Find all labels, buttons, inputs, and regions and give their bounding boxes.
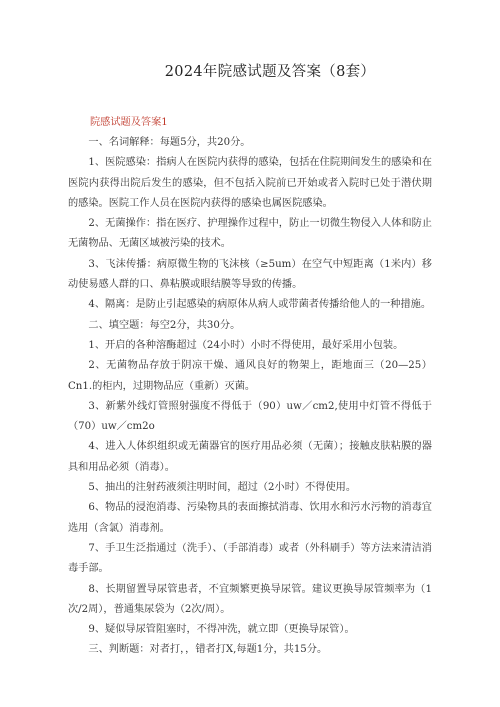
paragraph: 3、飞沫传播：病原微生物的飞沫核（≥5um）在空气中短距离（1米内）移动使易感人群的口、鼻粘膜或眼结膜等导致的传播。 (68, 258, 432, 291)
paragraph: 1、开启的各种溶酶超过（24小时）小时不得使用，最好采用小包装。 (88, 339, 404, 351)
paragraph: 6、物品的浸泡消毒、污染物具的表面擦拭消毒、饮用水和污水污物的消毒宜选用（含氯）消毒剂。 (68, 502, 432, 534)
paragraph: 三、判断题：对者打，，错者打X,每题1分，共15分。 (88, 644, 328, 656)
section-label: 院感试题及答案1 (90, 117, 168, 128)
paragraph: 二、填空题：每空2分，共30分。 (88, 319, 241, 331)
paragraph: 3、新紫外线灯管照射强度不得低于（90）uw／cm2,使用中灯管不得低于（70）uw／cm2o (68, 400, 432, 433)
paragraph: 8、长期留置导尿管患者，不宜频繁更换导尿管。建议更换导尿管频率为（1次/2周），普通集尿袋为（2次/周）。 (68, 583, 432, 615)
paragraph: 4、进入人体织组织或无菌器官的医疗用品必须（无菌）；接触皮肤粘膜的器具和用品必须（消毒）。 (68, 441, 432, 473)
paragraph: 2、无菌物品存放于阴凉干燥、通风良好的物架上，距地面三（20—25）Cn1.的柜内，过期物品应（重新）灭菌。 (68, 360, 432, 392)
paragraph: 2、无菌操作：指在医疗、护理操作过程中，防止一切微生物侵入人体和防止无菌物品、无菌区域被污染的技术。 (68, 218, 432, 250)
paragraph: 9、疑似导尿管阻塞时，不得冲洗，就立即（更换导尿管）。 (88, 624, 355, 636)
document-body (68, 133, 432, 661)
paragraph: 7、手卫生泛指通过（洗手）、（手部消毒）或者（外科刷手）等方法来清洁消毒手部。 (68, 542, 432, 575)
paragraph: 4、隔离：是防止引起感染的病原体从病人或带菌者传播给他人的一种措施。 (88, 299, 432, 311)
document-title: 2024年院感试题及答案（8套） (164, 64, 376, 80)
paragraph: 5、抽出的注射药液须注明时间，超过（2小时）不得使用。 (88, 482, 357, 494)
paragraph: 一、名词解释：每题5分，共20分。 (88, 137, 251, 148)
paragraph: 1、医院感染：指病人在医院内获得的感染，包括在住院期间发生的感染和在医院内获得出院后发生的感染，但不包括入院前已开始或者入院时已处于潜伏期的感染。医院工作人员在医院内获得的感染也属医院感染。 (68, 157, 432, 209)
